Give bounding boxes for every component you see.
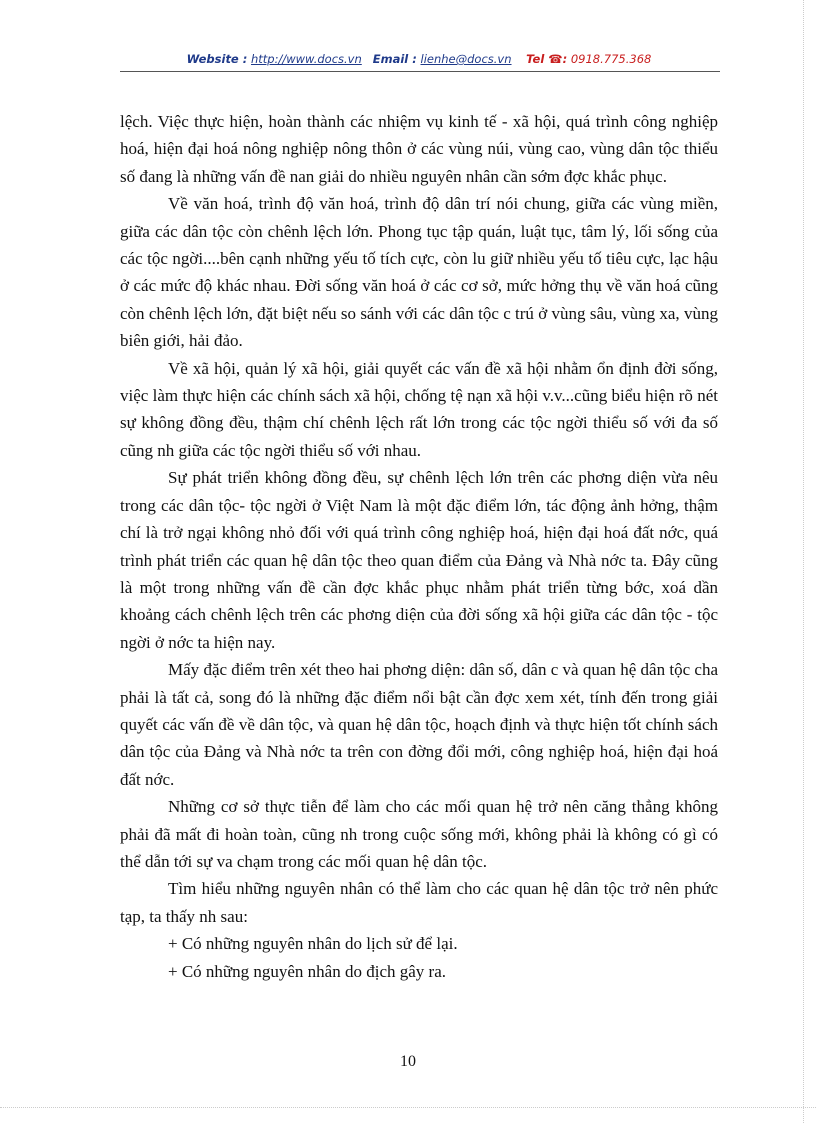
website-label: Website : [186,52,248,66]
tel-label: Tel ☎: [526,52,568,66]
paragraph: Sự phát triển không đồng đều, sự chênh lệch lớn trên các phơng diện vừa nêu trong các dân tộc- tộc ngời ở Việt Nam là một đặc điểm lớn, tác động ảnh hởng, thậm chí là trở ngại không nhỏ đối với quá trình công nghiệp hoá, hiện đại hoá đất nớc, quá trình phát triển các quan hệ dân tộc theo quan điểm của Đảng và Nhà nớc ta. Đây cũng là một trong những vấn đề cần đợc khắc phục nhằm phát triển từng bớc, xoá dần khoảng cách chênh lệch trên các phơng diện của đời sống xã hội giữa các dân tộc - tộc ngời ở nớc ta hiện nay. [120,468,718,652]
paragraph: Về văn hoá, trình độ văn hoá, trình độ dân trí nói chung, giữa các vùng miền, giữa các dân tộc còn chênh lệch lớn. Phong tục tập quán, luật tục, tâm lý, lối sống của các tộc ngời....bên cạnh những yếu tố tích cực, còn lu giữ nhiều yếu tố tiêu cực, lạc hậu ở các mức độ khác nhau. Đời sống văn hoá ở các cơ sở, mức hởng thụ về văn hoá cũng còn chênh lệch lớn, đặt biệt nếu so sánh với các dân tộc c trú ở vùng sâu, vùng xa, vùng biên giới, hải đảo. [120,194,718,351]
tel-value: 0918.775.368 [570,52,652,66]
page-number: 10 [400,1053,416,1070]
page-edge-right [803,0,804,1123]
list-item: + Có những nguyên nhân do lịch sử để lại. [168,934,458,954]
list-item: + Có những nguyên nhân do địch gây ra. [168,961,447,981]
page-edge-bottom [0,1107,816,1108]
website-link[interactable]: http://www.docs.vn [251,52,362,66]
email-link[interactable]: lienhe@docs.vn [420,52,512,66]
header-rule [120,71,720,72]
paragraph: Về xã hội, quản lý xã hội, giải quyết các vấn đề xã hội nhằm ổn định đời sống, việc làm thực hiện các chính sách xã hội, chống tệ nạn xã hội v.v...cũng biểu hiện rõ nét sự không đồng đều, thậm chí chênh lệch rất lớn trong các tộc ngời thiểu số với đa số cũng nh giữa các tộc ngời thiểu số với nhau. [120,358,718,460]
paragraph: Những cơ sở thực tiễn để làm cho các mối quan hệ trở nên căng thẳng không phải đã mất đi hoàn toàn, cũng nh trong cuộc sống mới, không phải là không có gì có thể dẫn tới sự va chạm trong các mối quan hệ dân tộc. [120,797,718,871]
email-label: Email : [372,52,417,66]
document-body [120,108,718,985]
paragraph: Mấy đặc điểm trên xét theo hai phơng diện: dân số, dân c và quan hệ dân tộc cha phải là tất cả, song đó là những đặc điểm nổi bật cần đợc xem xét, tính đến trong giải quyết các vấn đề về dân tộc, và quan hệ dân tộc, hoạch định và thực hiện tốt chính sách dân tộc của Đảng và Nhà nớc ta trên con đờng đổi mới, công nghiệp hoá, hiện đại hoá đất nớc. [120,660,718,789]
paragraph: lệch. Việc thực hiện, hoàn thành các nhiệm vụ kinh tế - xã hội, quá trình công nghiệp hoá, hiện đại hoá nông nghiệp nông thôn ở các vùng núi, vùng cao, vùng dân tộc thiểu số đang là những vấn đề nan giải do nhiều nguyên nhân cần sớm đợc khắc phục. [120,112,718,186]
paragraph: Tìm hiểu những nguyên nhân có thể làm cho các quan hệ dân tộc trở nên phức tạp, ta thấy nh sau: [120,879,718,926]
page-header [120,52,718,66]
